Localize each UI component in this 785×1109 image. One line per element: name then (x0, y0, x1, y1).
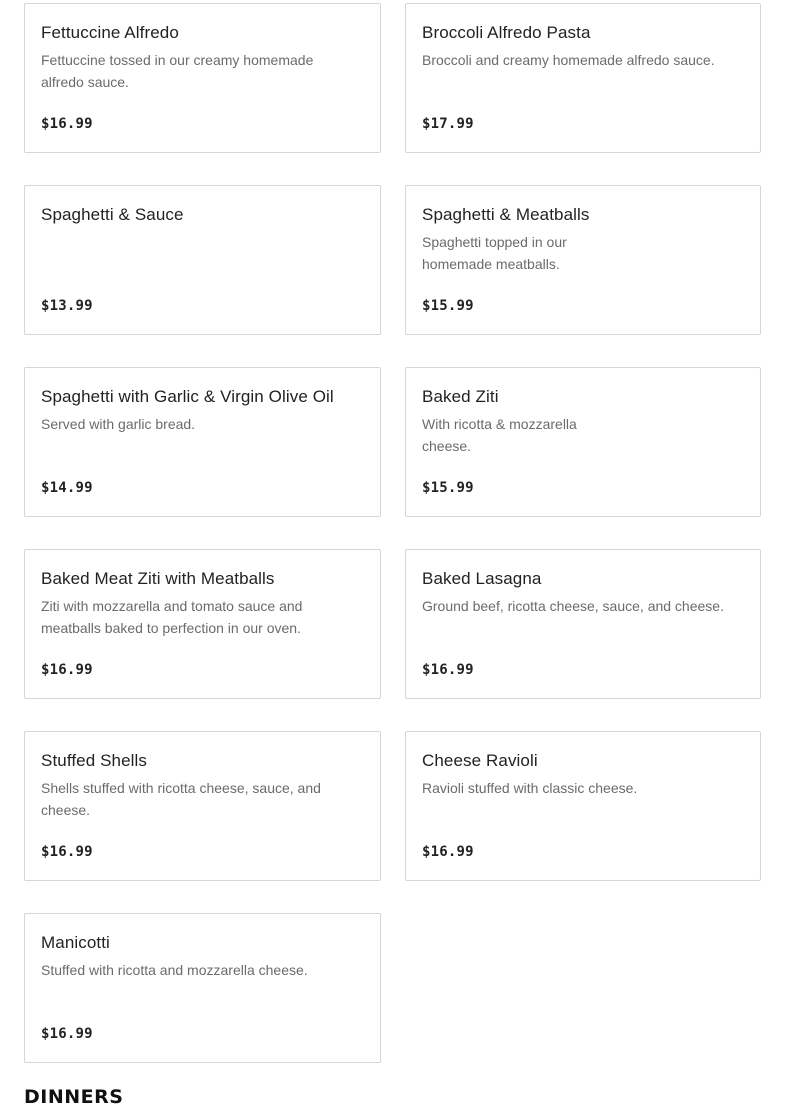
menu-item-card[interactable] (24, 731, 381, 881)
menu-item-card[interactable] (24, 3, 381, 153)
menu-item-description: Fettuccine tossed in our creamy homemade alfredo sauce. (41, 52, 314, 90)
menu-item-name: Spaghetti & Meatballs (422, 205, 590, 224)
menu-items-grid (24, 3, 761, 1063)
menu-item-name: Baked Meat Ziti with Meatballs (41, 569, 275, 588)
menu-item-price: $16.99 (41, 1026, 93, 1042)
menu-item-description: Stuffed with ricotta and mozzarella cheese. (41, 962, 308, 978)
menu-item-card[interactable] (405, 731, 761, 881)
menu-item-card[interactable] (24, 367, 381, 517)
menu-item-price: $14.99 (41, 480, 93, 496)
menu-item-name: Spaghetti & Sauce (41, 205, 184, 224)
menu-item-card[interactable] (24, 549, 381, 699)
menu-item-price: $16.99 (422, 844, 474, 860)
menu-item-name: Baked Lasagna (422, 569, 542, 588)
menu-item-card[interactable] (405, 3, 761, 153)
menu-item-name: Cheese Ravioli (422, 751, 538, 770)
menu-item-description: Spaghetti topped in our homemade meatballs. (422, 234, 567, 272)
menu-item-name: Stuffed Shells (41, 751, 147, 770)
menu-item-description: Broccoli and creamy homemade alfredo sauce. (422, 52, 715, 68)
menu-item-name: Baked Ziti (422, 387, 499, 406)
menu-item-name: Broccoli Alfredo Pasta (422, 23, 591, 42)
menu-item-card[interactable] (405, 549, 761, 699)
menu-item-price: $17.99 (422, 116, 474, 132)
menu-item-card[interactable] (24, 913, 381, 1063)
menu-item-price: $13.99 (41, 298, 93, 314)
menu-item-description: Served with garlic bread. (41, 416, 196, 432)
menu-item-price: $16.99 (422, 662, 474, 678)
menu-item-card[interactable] (405, 185, 761, 335)
menu-item-name: Fettuccine Alfredo (41, 23, 179, 42)
menu-item-price: $16.99 (41, 844, 93, 860)
menu-item-price: $15.99 (422, 480, 474, 496)
menu-item-card[interactable] (405, 367, 761, 517)
menu-item-name: Manicotti (41, 933, 110, 952)
section-heading-dinners: DINNERS (24, 1086, 124, 1108)
menu-item-description: Ravioli stuffed with classic cheese. (422, 780, 638, 796)
menu-item-description: With ricotta & mozzarella cheese. (422, 416, 577, 454)
menu-item-description: Ziti with mozzarella and tomato sauce and meatballs baked to perfection in our oven. (41, 598, 303, 636)
menu-item-description: Shells stuffed with ricotta cheese, sauce, and cheese. (41, 780, 321, 818)
menu-item-description: Ground beef, ricotta cheese, sauce, and cheese. (422, 598, 724, 614)
menu-item-card[interactable] (24, 185, 381, 335)
menu-item-price: $15.99 (422, 298, 474, 314)
menu-item-price: $16.99 (41, 662, 93, 678)
menu-item-name: Spaghetti with Garlic & Virgin Olive Oil (41, 387, 334, 406)
menu-item-price: $16.99 (41, 116, 93, 132)
